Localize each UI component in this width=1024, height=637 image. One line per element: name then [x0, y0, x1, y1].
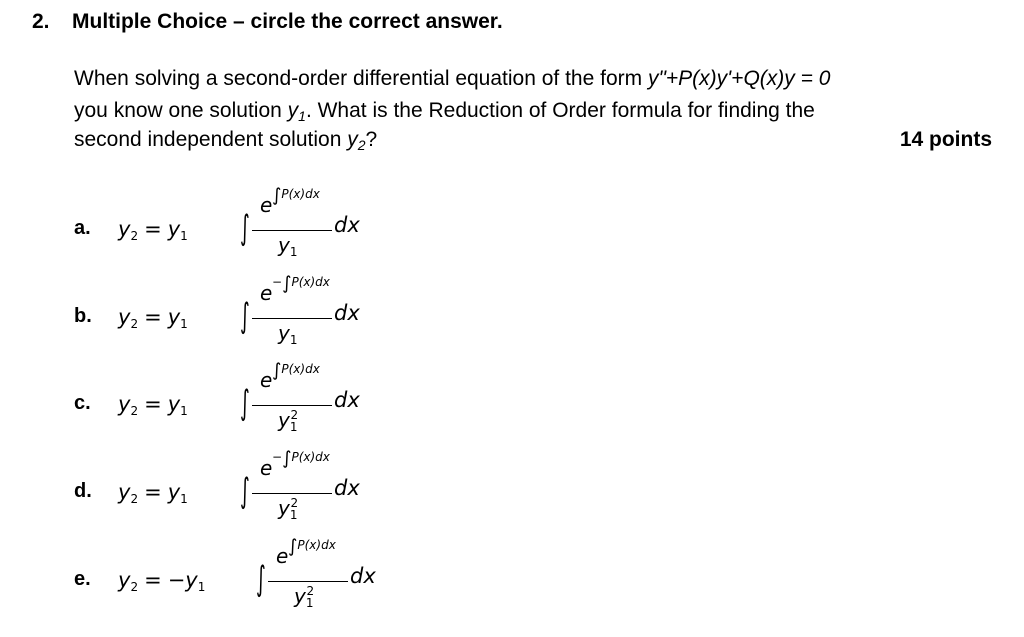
- formula-lhs: [118, 480, 188, 506]
- fraction-bar: [252, 230, 332, 231]
- rhs-sign: −: [167, 568, 186, 592]
- ode-equation: y"+P(x)y'+Q(x)y = 0: [647, 67, 831, 90]
- lhs-subscript: 2: [130, 229, 139, 243]
- choice-option[interactable]: [74, 362, 374, 442]
- exponent-integral: ∫: [272, 185, 282, 206]
- y1-symbol: y: [287, 99, 299, 122]
- denominator-subscript: 1: [289, 333, 298, 347]
- fraction-bar: [252, 405, 332, 406]
- differential: dx: [334, 388, 360, 412]
- denominator-subscript: 1: [289, 245, 298, 259]
- choice-option[interactable]: [74, 187, 374, 267]
- choice-label: e.: [74, 568, 91, 590]
- exponential-base: e: [260, 281, 273, 305]
- integral-sign: ∫: [240, 296, 250, 336]
- y2-symbol: y: [347, 128, 358, 151]
- exponential-base: e: [260, 368, 273, 392]
- lhs-subscript: 2: [130, 317, 139, 331]
- y2-subscript: 2: [357, 137, 366, 153]
- rhs-y: y: [167, 480, 181, 504]
- choice-formula: [118, 187, 378, 267]
- question-title: Multiple Choice – circle the correct answer.: [72, 10, 503, 33]
- differential: dx: [350, 564, 376, 588]
- question-line-3: [74, 128, 377, 153]
- exponent: [288, 536, 336, 557]
- exponent-text: P(x)dx: [291, 450, 330, 464]
- fraction-bar: [268, 581, 348, 582]
- choice-formula: [118, 538, 378, 618]
- exponent-text: P(x)dx: [297, 538, 336, 552]
- denominator: [278, 408, 298, 434]
- equals-sign: =: [144, 392, 162, 416]
- exponent-text: P(x)dx: [281, 187, 320, 201]
- question-heading: [32, 10, 503, 34]
- differential: dx: [334, 301, 360, 325]
- choice-label: b.: [74, 305, 92, 327]
- lhs-y: y: [118, 305, 131, 329]
- exponential-base: e: [260, 193, 273, 217]
- choice-label: a.: [74, 217, 91, 239]
- denominator-subscript: 1: [289, 420, 298, 434]
- fraction-bar: [252, 493, 332, 494]
- denominator-subscript: 1: [289, 508, 298, 522]
- points-value: 14 points: [899, 128, 992, 151]
- denominator-y: y: [278, 496, 290, 520]
- differential: dx: [334, 213, 360, 237]
- choice-option[interactable]: [74, 450, 374, 530]
- choice-option[interactable]: [74, 538, 374, 618]
- exponent-integral: ∫: [272, 360, 282, 381]
- exponent-integral: ∫: [282, 273, 292, 294]
- choice-label: d.: [74, 480, 92, 502]
- exponent-sign: −: [272, 450, 283, 464]
- exponent: [272, 448, 330, 469]
- exponential-base: e: [260, 456, 273, 480]
- y1-subscript: 1: [298, 108, 306, 124]
- choice-formula: [118, 275, 378, 355]
- exponent: [272, 360, 320, 381]
- lhs-y: y: [118, 480, 131, 504]
- denominator-y: y: [294, 584, 306, 608]
- rhs-y: y: [167, 305, 181, 329]
- formula-lhs: [118, 305, 188, 331]
- choice-option[interactable]: [74, 275, 374, 355]
- exponent: [272, 185, 320, 206]
- equals-sign: =: [144, 480, 162, 504]
- question-number: 2.: [32, 10, 50, 33]
- question-line-2: [74, 99, 815, 124]
- integral-sign: ∫: [240, 471, 250, 511]
- exponent-text: P(x)dx: [291, 275, 330, 289]
- denominator: [278, 496, 298, 522]
- rhs-y: y: [167, 217, 181, 241]
- integral-sign: ∫: [240, 208, 250, 248]
- choice-formula: [118, 362, 378, 442]
- exponent-sign: −: [272, 275, 283, 289]
- fraction-bar: [252, 318, 332, 319]
- denominator: [294, 584, 314, 610]
- choice-formula: [118, 450, 378, 530]
- choice-label: c.: [74, 392, 91, 414]
- equals-sign: =: [144, 217, 162, 241]
- rhs-y: y: [185, 568, 198, 592]
- formula-lhs: [118, 217, 188, 243]
- formula-lhs: [118, 392, 188, 418]
- integral-sign: ∫: [256, 559, 266, 599]
- lhs-subscript: 2: [130, 580, 139, 594]
- differential: dx: [334, 476, 360, 500]
- rhs-subscript: 1: [180, 317, 188, 331]
- lhs-y: y: [118, 392, 131, 416]
- denominator-power: 2: [290, 408, 299, 422]
- denominator-y: y: [278, 321, 290, 345]
- rhs-subscript: 1: [180, 492, 188, 506]
- denominator-power: 2: [290, 496, 299, 510]
- rhs-subscript: 1: [197, 580, 206, 594]
- rhs-subscript: 1: [180, 229, 188, 243]
- rhs-y: y: [167, 392, 181, 416]
- lhs-subscript: 2: [130, 404, 139, 418]
- question-line-2-post: . What is the Reduction of Order formula for finding the: [305, 99, 815, 122]
- lhs-y: y: [118, 568, 131, 592]
- exponent-text: P(x)dx: [281, 362, 320, 376]
- question-line-2-pre: you know one solution: [74, 99, 288, 122]
- denominator-y: y: [278, 408, 290, 432]
- question-line-1: [74, 67, 830, 91]
- exponent: [272, 273, 330, 294]
- denominator: [278, 233, 298, 259]
- lhs-subscript: 2: [130, 492, 139, 506]
- exponent-integral: ∫: [288, 536, 298, 557]
- denominator-power: 2: [306, 584, 315, 598]
- equals-sign: =: [144, 305, 162, 329]
- denominator-subscript: 1: [305, 596, 314, 610]
- exponential-base: e: [276, 544, 289, 568]
- equals-sign: =: [144, 568, 162, 592]
- denominator: [278, 321, 298, 347]
- exponent-integral: ∫: [282, 448, 292, 469]
- lhs-y: y: [118, 217, 131, 241]
- formula-lhs: [118, 568, 205, 594]
- question-line-3-post: ?: [365, 128, 378, 151]
- integral-sign: ∫: [240, 383, 250, 423]
- denominator-y: y: [278, 233, 290, 257]
- question-line-3-pre: second independent solution: [74, 128, 348, 151]
- question-line-1-text: When solving a second-order differential equation of the form: [74, 67, 648, 90]
- rhs-subscript: 1: [180, 404, 188, 418]
